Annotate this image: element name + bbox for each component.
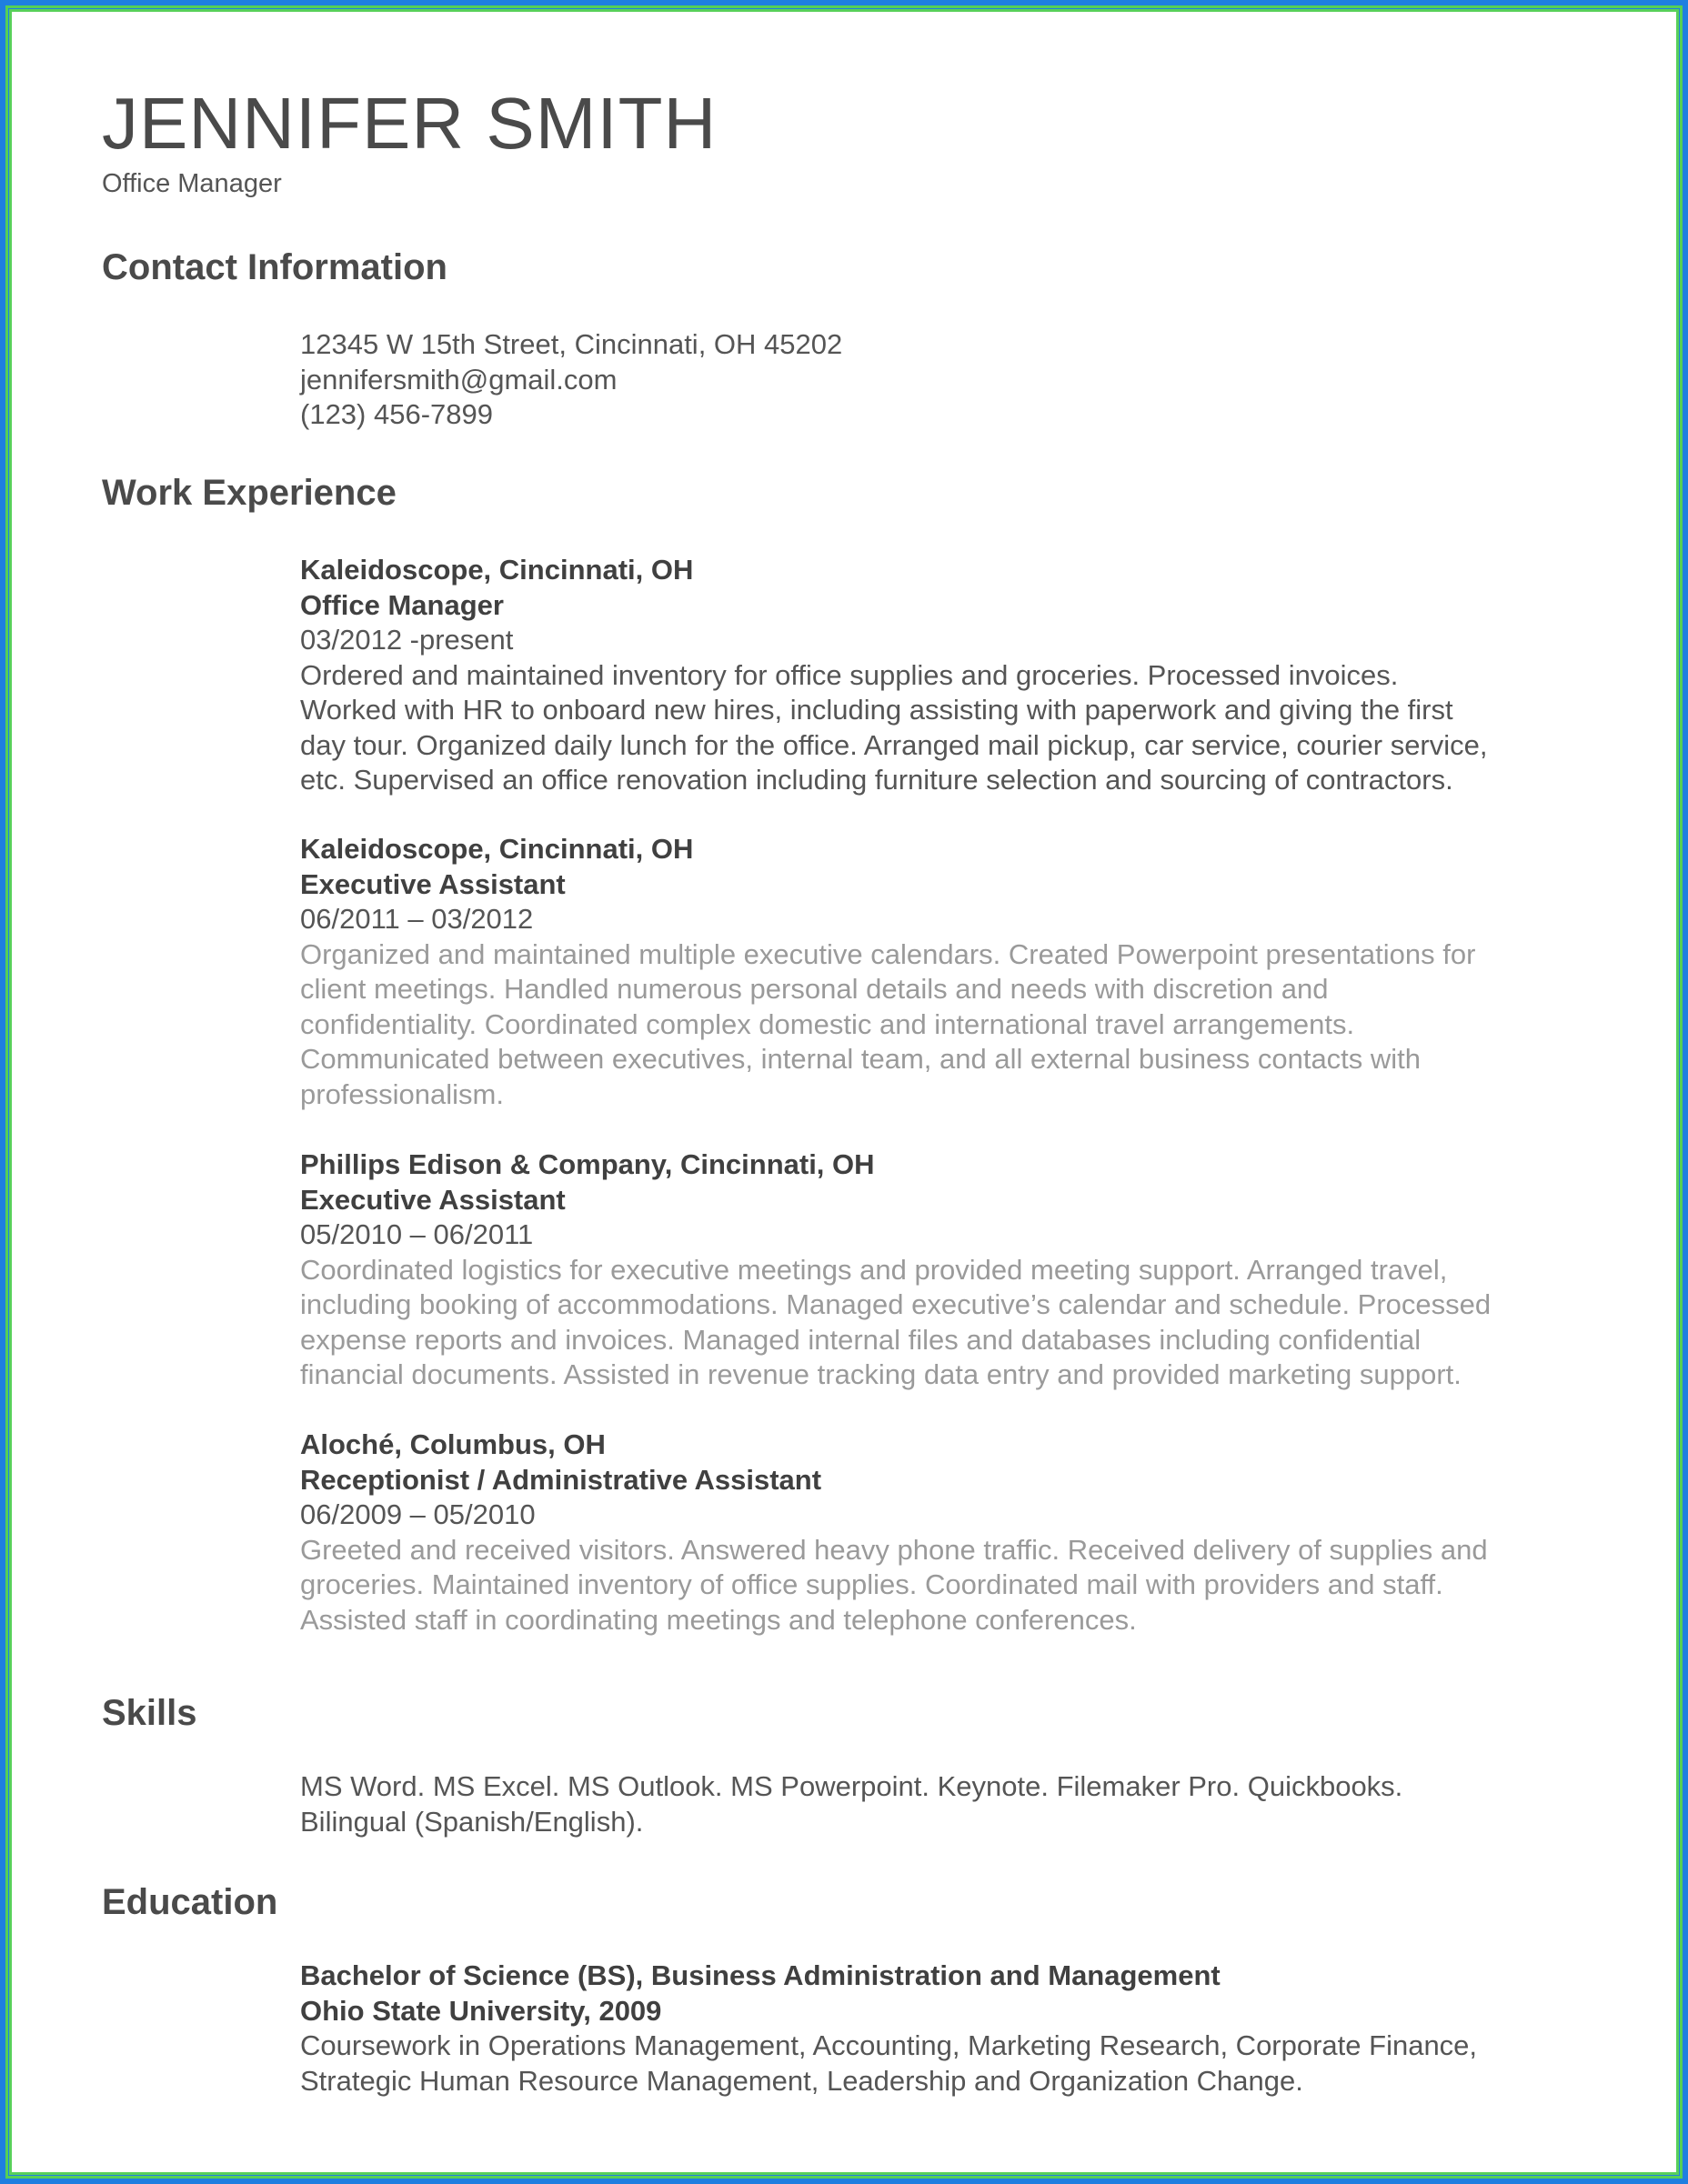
section-heading-contact: Contact Information — [102, 247, 447, 287]
person-name: JENNIFER SMITH — [102, 83, 718, 164]
education-school: Ohio State University, 2009 — [300, 1994, 662, 2027]
section-heading-work: Work Experience — [102, 473, 397, 513]
job-dates: 03/2012 -present — [300, 624, 514, 656]
job-description-line: confidentiality. Coordinated complex domestic and international travel arrangements. — [300, 1007, 1355, 1040]
education-entry — [300, 1959, 1477, 2099]
job-description-line: day tour. Organized daily lunch for the office. Arranged mail pickup, car service, courier service, — [300, 728, 1488, 761]
job-description-line: Organized and maintained multiple executive calendars. Created Powerpoint presentations for — [300, 937, 1476, 970]
job-description-line: professionalism. — [300, 1077, 504, 1110]
skills-line: Bilingual (Spanish/English). — [300, 1805, 644, 1838]
job-entry — [300, 553, 1688, 798]
job-company: Kaleidoscope, Cincinnati, OH — [300, 554, 694, 586]
contact-details — [300, 327, 842, 433]
skills-line: MS Word. MS Excel. MS Outlook. MS Powerpoint. Keynote. Filemaker Pro. Quickbooks. — [300, 1770, 1403, 1802]
job-description-line: Communicated between executives, internal team, and all external business contacts with — [300, 1043, 1422, 1075]
resume-header — [102, 83, 1593, 198]
job-dates: 06/2011 – 03/2012 — [300, 903, 534, 935]
job-entry — [300, 1428, 1688, 1638]
job-description-line: etc. Supervised an office renovation including furniture selection and sourcing of contractors. — [300, 764, 1453, 796]
education-coursework-line: Strategic Human Resource Management, Leadership and Organization Change. — [300, 2064, 1303, 2097]
job-description — [300, 1533, 1592, 1638]
person-title: Office Manager — [102, 169, 282, 198]
education-degree: Bachelor of Science (BS), Business Administration and Management — [300, 1959, 1221, 1991]
resume-page — [102, 83, 1593, 2097]
skills-list — [300, 1769, 1402, 1839]
job-description-line: groceries. Maintained inventory of office supplies. Coordinated mail with providers and staff. — [300, 1568, 1443, 1600]
job-description — [300, 658, 1592, 798]
job-description-line: financial documents. Assisted in revenue tracking data entry and provided marketing support. — [300, 1358, 1462, 1390]
job-description-line: expense reports and invoices. Managed internal files and databases including confidential — [300, 1323, 1422, 1356]
job-description — [300, 1253, 1592, 1393]
job-entry — [300, 1147, 1688, 1393]
job-role: Executive Assistant — [300, 867, 566, 900]
job-description-line: Assisted staff in coordinating meetings and telephone conferences. — [300, 1603, 1137, 1636]
job-description-line: including booking of accommodations. Managed executive’s calendar and schedule. Processed — [300, 1288, 1492, 1320]
contact-email: jennifersmith@gmail.com — [300, 363, 618, 396]
education-coursework-line: Coursework in Operations Management, Accounting, Marketing Research, Corporate Finance, — [300, 2029, 1478, 2061]
job-company: Phillips Edison & Company, Cincinnati, OH — [300, 1148, 875, 1180]
job-description-line: Greeted and received visitors. Answered heavy phone traffic. Received delivery of supplies and — [300, 1533, 1488, 1566]
contact-address: 12345 W 15th Street, Cincinnati, OH 45202 — [300, 328, 843, 360]
job-role: Executive Assistant — [300, 1183, 566, 1216]
job-company: Kaleidoscope, Cincinnati, OH — [300, 833, 694, 865]
job-entry — [300, 832, 1688, 1112]
job-dates: 06/2009 – 05/2010 — [300, 1498, 536, 1530]
job-description-line: client meetings. Handled numerous personal details and needs with discretion and — [300, 973, 1329, 1005]
job-role: Receptionist / Administrative Assistant — [300, 1463, 822, 1496]
job-description-line: Coordinated logistics for executive meetings and provided meeting support. Arranged travel, — [300, 1253, 1448, 1286]
job-description-line: Worked with HR to onboard new hires, including assisting with paperwork and giving the first — [300, 694, 1453, 726]
job-role: Office Manager — [300, 588, 504, 621]
contact-phone: (123) 456-7899 — [300, 398, 493, 430]
job-description — [300, 937, 1592, 1113]
job-company: Aloché, Columbus, OH — [300, 1428, 606, 1460]
job-description-line: Ordered and maintained inventory for office supplies and groceries. Processed invoices. — [300, 658, 1399, 691]
job-dates: 05/2010 – 06/2011 — [300, 1218, 534, 1250]
section-heading-skills: Skills — [102, 1693, 197, 1733]
section-heading-education: Education — [102, 1882, 278, 1922]
